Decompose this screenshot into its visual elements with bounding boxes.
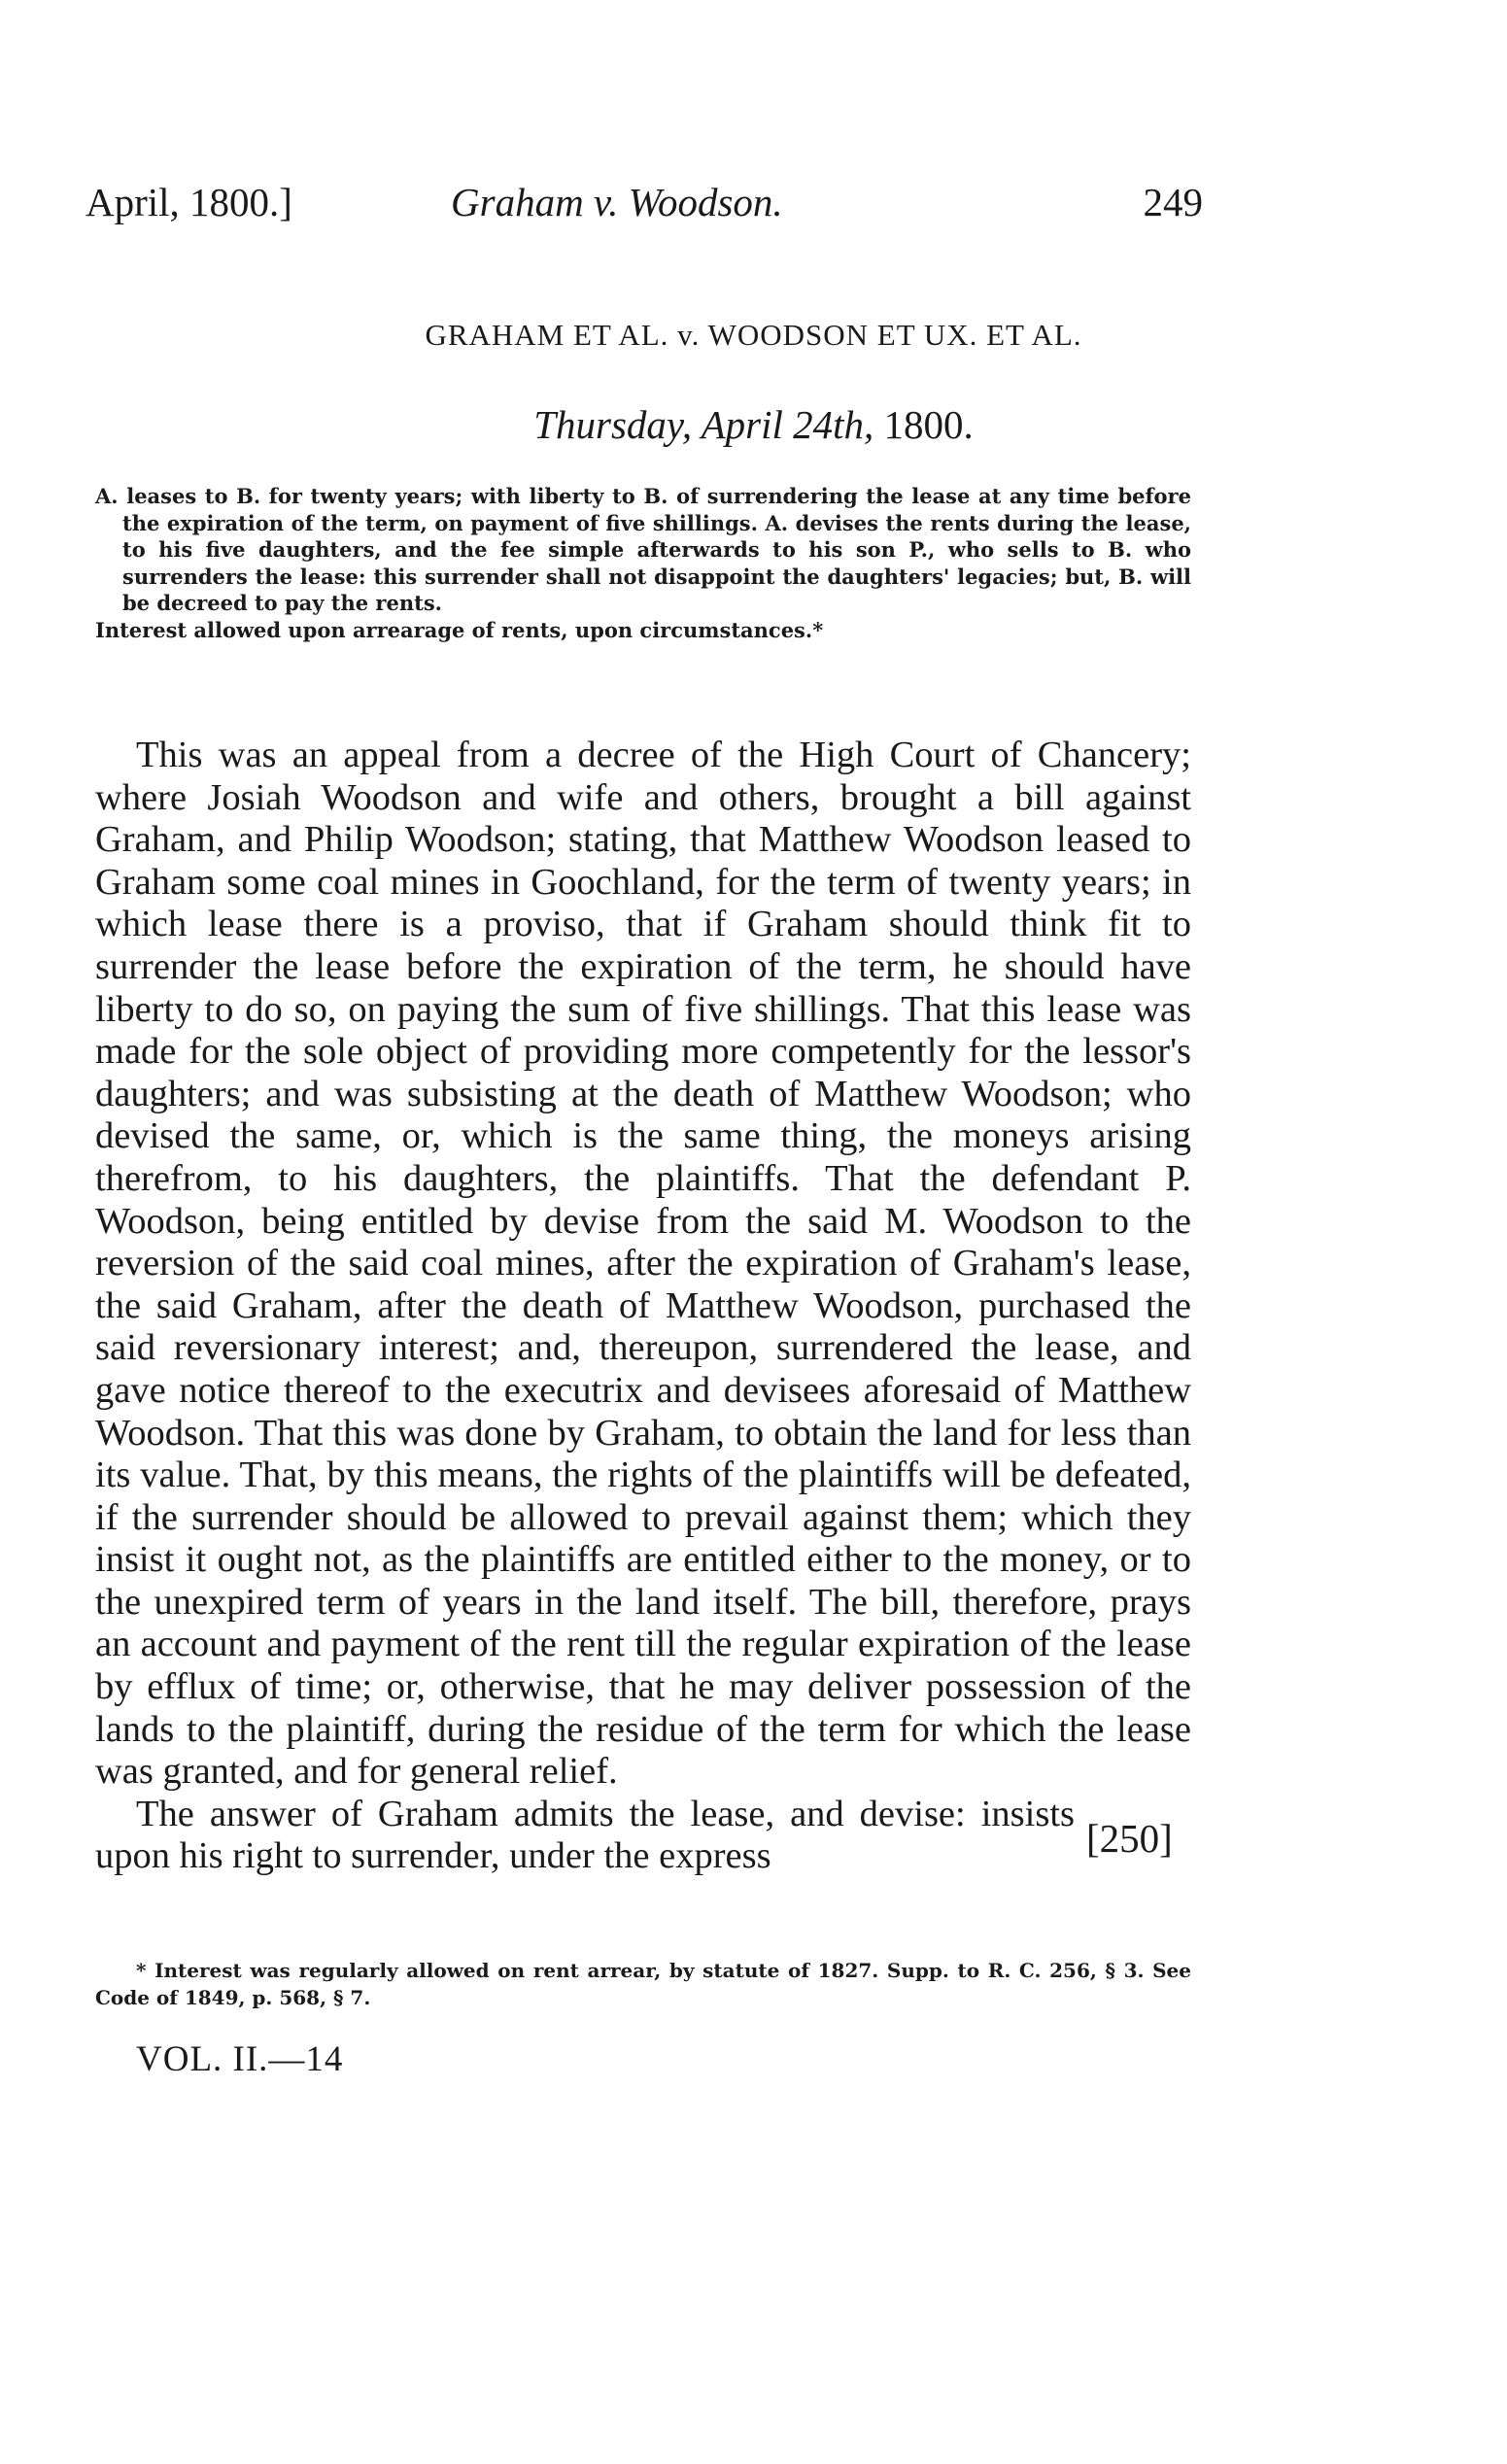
headnote-holding: A. leases to B. for twenty years; with liberty to B. of surrendering the lease at any time before the expiration of the term, on payment of five shillings. A. devises the rents during the lease, to his five daughters, and the fee simple afterwards to his son P., who sells to B. who surrenders the lease: this surrender shall not disappoint the daughters' legacies; but, B. will be decreed to pay the rents.	[95, 484, 1191, 616]
volume-signature: VOL. II.—14	[136, 2039, 344, 2079]
case-title: GRAHAM ET AL. v. WOODSON ET UX. ET AL.	[425, 318, 1082, 352]
paragraph-statement-of-bill: This was an appeal from a decree of the High Court of Chancery; where Josiah Woodson and wife and others, brought a bill against Graham, and Philip Woodson; stating, that Matthew Woodson leased to Graham some coal mines in Goochland, for the term of twenty years; in which lease there is a proviso, that if Graham should think fit to surrender the lease before the expiration of the term, he should have liberty to do so, on paying the sum of five shillings. That this lease was made for the sole object of providing more competently for the lessor's daughters; and was subsisting at the death of Matthew Woodson; who devised the same, or, which is the same thing, the moneys arising therefrom, to his daughters, the plaintiffs. That the defendant P. Woodson, being entitled by devise from the said M. Woodson to the reversion of the said coal mines, after the expiration of Graham's lease, the said Graham, after the death of Matthew Woodson, purchased the said reversionary interest; and, thereupon, surrendered the lease, and gave notice thereof to the executrix and devisees aforesaid of Matthew Woodson. That this was done by Graham, to obtain the land for less than its value. That, by this means, the rights of the plaintiffs will be defeated, if the surrender should be allowed to prevail against them; which they insist it ought not, as the plaintiffs are entitled either to the money, or to the unexpired term of years in the land itself. The bill, therefore, prays an account and payment of the rent till the regular expiration of the lease by efflux of time; or, otherwise, that he may deliver possession of the lands to the plaintiff, during the residue of the term for which the lease was granted, and for general relief.	[95, 735, 1191, 1793]
running-head-date: April, 1800.]	[86, 180, 292, 224]
page-number: 249	[1143, 180, 1203, 224]
headnote-interest: Interest allowed upon arrearage of rents, upon circumstances.*	[95, 617, 824, 642]
footnote: * Interest was regularly allowed on rent arrear, by statute of 1827. Supp. to R. C. 256, § 3. See Code of 1849, p. 568, § 7.	[95, 1959, 1191, 2009]
running-head	[86, 178, 1203, 226]
case-date	[0, 400, 1507, 449]
case-date-year: 1800.	[873, 402, 974, 447]
case-date-day: Thursday, April 24th,	[533, 402, 874, 447]
opinion-body	[95, 735, 1191, 1878]
running-head-case: Graham v. Woodson.	[451, 180, 783, 224]
paragraph-answer: The answer of Graham admits the lease, and devise: insists upon his right to surrender, under the express	[95, 1793, 1075, 1877]
marginal-page-number: [250]	[1086, 1816, 1173, 1861]
headnote	[95, 483, 1191, 644]
